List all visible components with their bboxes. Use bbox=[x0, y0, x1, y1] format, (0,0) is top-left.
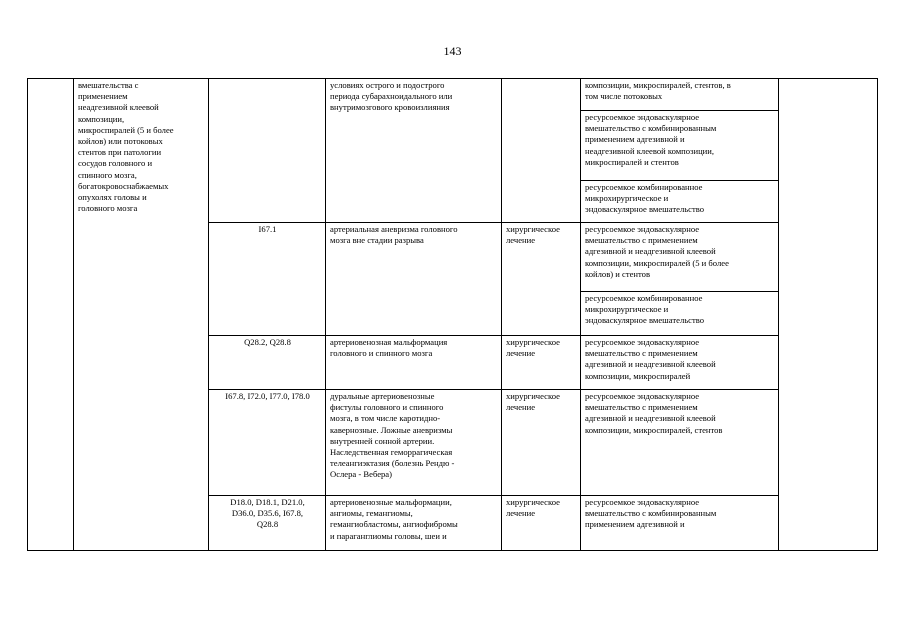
cell-diagnosis: артериовенозная мальформация головного и спинного мозга bbox=[326, 336, 502, 390]
intervention-name-text: вмешательства с применением неадгезивной клеевой композиции, микроспиралей (5 и более койлов) или потоковых стентов при патологии сосудов головного и спинного мозга, богатокровоснабжаемых опухолях головы и головного мозга bbox=[78, 80, 174, 214]
cell-treatment-type: хирургическое лечение bbox=[502, 223, 581, 336]
cell-diagnosis: артериовенозные мальформации, ангиомы, гемангиомы, гемангиобластомы, ангиофибромы и параганглиомы головы, шеи и bbox=[326, 496, 502, 551]
cell-treatment-type bbox=[502, 79, 581, 223]
table-row bbox=[28, 79, 878, 111]
page-number: 143 bbox=[443, 44, 462, 58]
cell-code bbox=[209, 79, 326, 223]
cell-treatment-type: хирургическое лечение bbox=[502, 390, 581, 496]
cell-method: ресурсоемкое комбинированное микрохирургическое и эндоваскулярное вмешательство bbox=[581, 292, 779, 336]
cell-method: композиции, микроспиралей, стентов, в том числе потоковых bbox=[581, 79, 779, 111]
cell-number-empty bbox=[28, 79, 74, 551]
cell-code: I67.1 bbox=[209, 223, 326, 336]
cell-code: Q28.2, Q28.8 bbox=[209, 336, 326, 390]
cell-treatment-type: хирургическое лечение bbox=[502, 336, 581, 390]
cell-intervention-name bbox=[74, 79, 209, 551]
cell-diagnosis: дуральные артериовенозные фистулы головного и спинного мозга, в том числе каротидно- кавернозные. Ложные аневризмы внутренней сонной артерии. Наследственная геморрагическая телеангиэктазия (болезнь Рендю - Ослера - Вебера) bbox=[326, 390, 502, 496]
cell-method: ресурсоемкое эндоваскулярное вмешательство с комбинированным применением адгезивной и bbox=[581, 496, 779, 551]
cell-code: I67.8, I72.0, I77.0, I78.0 bbox=[209, 390, 326, 496]
cell-diagnosis: артериальная аневризма головного мозга вне стадии разрыва bbox=[326, 223, 502, 336]
cell-diagnosis: условиях острого и подострого периода субарахноидального или внутримозгового кровоизлияния bbox=[326, 79, 502, 223]
cell-method: ресурсоемкое эндоваскулярное вмешательство с применением адгезивной и неадгезивной клеевой композиции, микроспиралей (5 и более койлов) и стентов bbox=[581, 223, 779, 292]
cell-method: ресурсоемкое эндоваскулярное вмешательство с применением адгезивной и неадгезивной клеевой композиции, микроспиралей, стентов bbox=[581, 390, 779, 496]
cell-method: ресурсоемкое комбинированное микрохирургическое и эндоваскулярное вмешательство bbox=[581, 181, 779, 223]
cell-norm-empty bbox=[779, 79, 878, 551]
cell-method: ресурсоемкое эндоваскулярное вмешательство с применением адгезивной и неадгезивной клеевой композиции, микроспиралей bbox=[581, 336, 779, 390]
cell-code: D18.0, D18.1, D21.0, D36.0, D35.6, I67.8, Q28.8 bbox=[209, 496, 326, 551]
cell-method: ресурсоемкое эндоваскулярное вмешательство с комбинированным применением адгезивной и неадгезивной клеевой композиции, микроспиралей и стентов bbox=[581, 111, 779, 181]
cell-treatment-type: хирургическое лечение bbox=[502, 496, 581, 551]
procedures-table bbox=[27, 78, 878, 551]
